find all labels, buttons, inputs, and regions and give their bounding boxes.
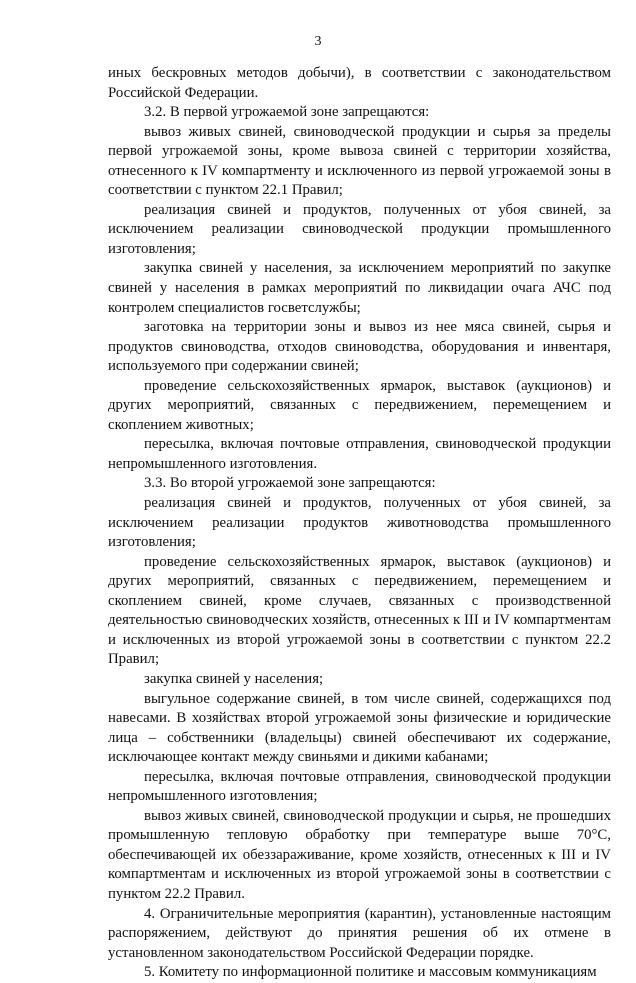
paragraph: пересылка, включая почтовые отправления, свиноводческой продукции непромышленного изготовления. bbox=[108, 436, 611, 472]
paragraph: закупка свиней у населения, за исключением мероприятий по закупке свиней у населения в рамках мероприятий по ликвидации очага АЧС под контролем специалистов госветслужбы; bbox=[108, 260, 611, 316]
paragraph: закупка свиней у населения; bbox=[144, 670, 324, 687]
paragraph: проведение сельскохозяйственных ярмарок, выставок (аукционов) и других мероприятий, связанных с передвижением, перемещением и скоплением свиней, кроме случаев, связанных с производственной деятельностью свиноводческих хозяйств, отнесенных к III и IV компартментам и исключенных из второй угрожаемой зоны в соответствии с пунктом 22.2 Правил; bbox=[108, 553, 611, 668]
section-heading: 3.2. В первой угрожаемой зоне запрещаются: bbox=[144, 104, 430, 121]
paragraph: пересылка, включая почтовые отправления, свиноводческой продукции непромышленного изготовления; bbox=[108, 768, 611, 805]
section-heading: 3.3. Во второй угрожаемой зоне запрещаются: bbox=[144, 475, 436, 492]
document-body bbox=[108, 64, 611, 983]
paragraph: выгульное содержание свиней, в том числе свиней, содержащихся под навесами. В хозяйствах второй угрожаемой зоны физические и юридические лица – собственники (владельцы) свиней обеспечивают их содержание, исключающее контакт между свиньями и дикими кабанами; bbox=[108, 690, 611, 766]
paragraph: проведение сельскохозяйственных ярмарок, выставок (аукционов) и других мероприятий, связанных с передвижением, перемещением и скоплением животных; bbox=[108, 377, 611, 433]
paragraph: иных бескровных методов добычи), в соответствии с законодательством Российской Федерации. bbox=[108, 65, 611, 101]
paragraph: реализация свиней и продуктов, полученных от убоя свиней, за исключением реализации продуктов животноводства промышленного изготовления; bbox=[108, 495, 611, 551]
paragraph: 5. Комитету по информационной политике и массовым коммуникациям bbox=[144, 964, 597, 981]
paragraph: вывоз живых свиней, свиноводческой продукции и сырья за пределы первой угрожаемой зоны, кроме вывоза свиней с территории хозяйства, отнесенного к IV компартменту и исключенного из первой угрожаемой зоны в соответствии с пунктом 22.1 Правил; bbox=[108, 123, 611, 199]
paragraph: вывоз живых свиней, свиноводческой продукции и сырья, не прошедших промышленную тепловую обработку при температуре выше 70°С, обеспечивающей их обеззараживание, кроме хозяйств, отнесенных к III и IV компартментам и исключенных из второй угрожаемой зоны в соответствии с пунктом 22.2 Правил. bbox=[108, 807, 611, 902]
paragraph: заготовка на территории зоны и вывоз из нее мяса свиней, сырья и продуктов свиноводства, отходов свиноводства, оборудования и инвентаря, используемого при содержании свиней; bbox=[108, 319, 611, 375]
paragraph: реализация свиней и продуктов, полученных от убоя свиней, за исключением реализации свиноводческой продукции промышленного изготовления; bbox=[108, 201, 611, 257]
paragraph: 4. Ограничительные мероприятия (карантин), установленные настоящим распоряжением, действуют до принятия решения об их отмене в установленном законодательством Российской Федерации порядке. bbox=[108, 905, 611, 961]
page-number: 3 bbox=[314, 34, 322, 49]
